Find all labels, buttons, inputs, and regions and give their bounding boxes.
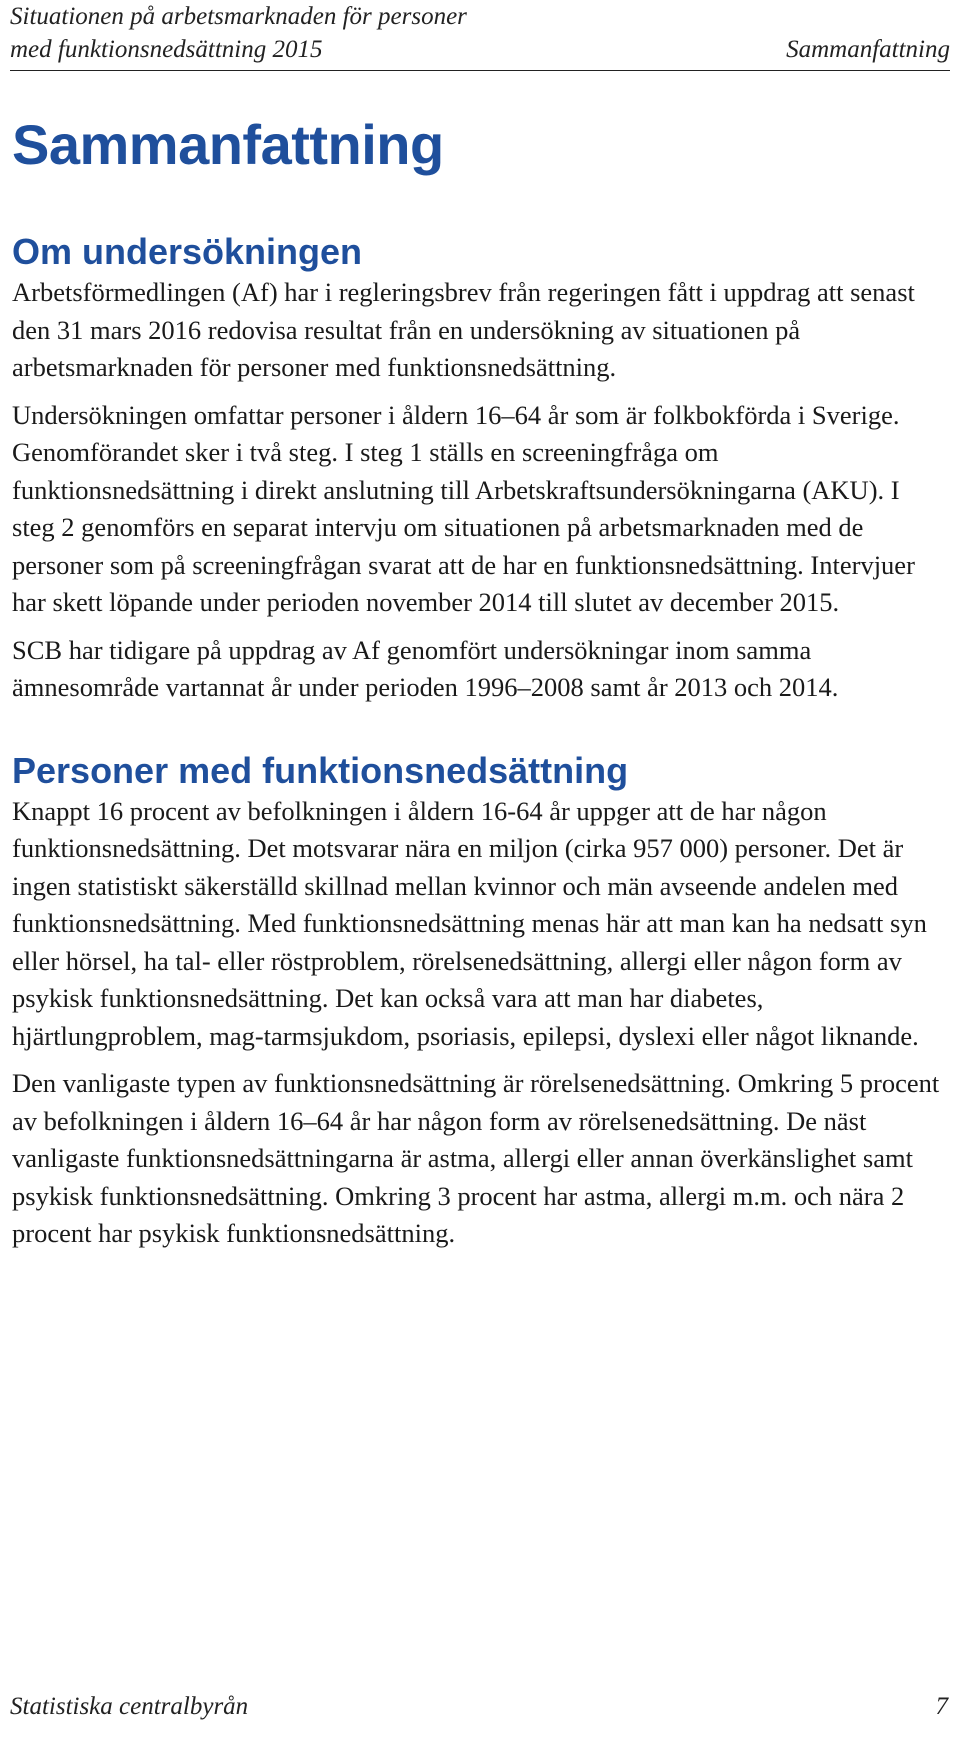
page-title: Sammanfattning bbox=[12, 113, 444, 176]
page-footer bbox=[10, 1693, 948, 1721]
section-personer-med-funktionsnedsattning bbox=[12, 749, 947, 1253]
paragraph: Undersökningen omfattar personer i åldern 16–64 år som är folkbokförda i Sverige. Genomförandet sker i två steg. I steg 1 ställs en screeningfråga om funktionsnedsättning i direkt anslutning till Arbetskraftsundersökningarna (AKU). I steg 2 genomförs en separat intervju om situationen på arbetsmarknaden med de personer som på screeningfrågan svarat att de har en funktionsnedsättning. Intervjuer har skett löpande under perioden november 2014 till slutet av december 2015. bbox=[12, 399, 915, 617]
running-header bbox=[10, 0, 950, 71]
paragraph: Arbetsförmedlingen (Af) har i regleringsbrev från regeringen fått i uppdrag att senast den 31 mars 2016 redovisa resultat från en undersökning av situationen på arbetsmarknaden för personer med funktionsnedsättning. bbox=[12, 277, 915, 382]
header-publication-title bbox=[10, 0, 467, 66]
paragraph: Knappt 16 procent av befolkningen i åldern 16-64 år uppger att de har någon funktionsnedsättning. Det motsvarar nära en miljon (cirka 957 000) personer. Det är ingen statistiskt säkerställd skillnad mellan kvinnor och män avseende andelen med funktionsnedsättning. Med funktionsnedsättning menas här att man kan ha nedsatt syn eller hörsel, ha tal- eller röstproblem, rörelsenedsättning, allergi eller någon form av psykisk funktionsnedsättning. Det kan också vara att man har diabetes, hjärtlungproblem, mag-tarmsjukdom, psoriasis, epilepsi, dyslexi eller något liknande. bbox=[12, 795, 927, 1051]
page-number: 7 bbox=[935, 1693, 948, 1720]
section-heading: Om undersökningen bbox=[12, 231, 363, 272]
header-title-line-1: Situationen på arbetsmarknaden för personer bbox=[10, 3, 467, 30]
header-title-line-2: med funktionsnedsättning 2015 bbox=[10, 36, 323, 63]
section-om-undersokningen bbox=[12, 230, 947, 707]
paragraph: Den vanligaste typen av funktionsnedsättning är rörelsenedsättning. Omkring 5 procent av befolkningen i åldern 16–64 år har någon form av rörelsenedsättning. De näst vanligaste funktionsnedsättningarna är astma, allergi eller annan överkänslighet samt psykisk funktionsnedsättning. Omkring 3 procent har astma, allergi m.m. och nära 2 procent har psykisk funktionsnedsättning. bbox=[12, 1068, 940, 1248]
page-content bbox=[12, 110, 947, 1263]
header-section-name: Sammanfattning bbox=[786, 36, 950, 63]
footer-publisher: Statistiska centralbyrån bbox=[10, 1693, 249, 1720]
paragraph: SCB har tidigare på uppdrag av Af genomfört undersökningar inom samma ämnesområde vartannat år under perioden 1996–2008 samt år 2013 och 2014. bbox=[12, 634, 839, 702]
section-heading: Personer med funktionsnedsättning bbox=[12, 749, 629, 791]
